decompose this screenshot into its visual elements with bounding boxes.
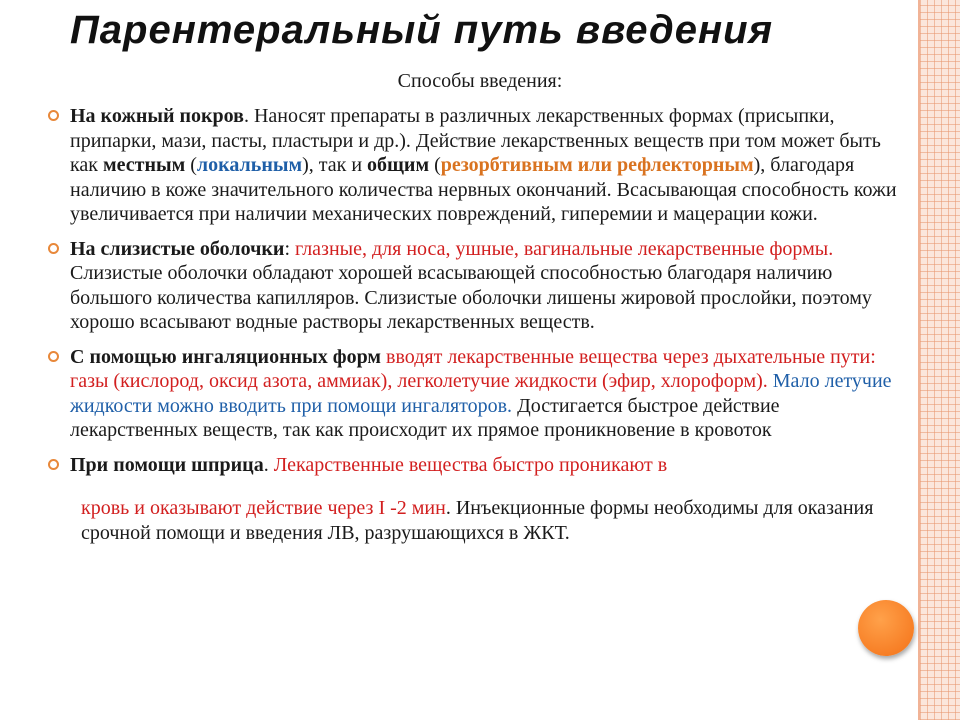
item-highlight-orange: резорбтивным или рефлекторным	[440, 154, 754, 176]
item-emphasis: местным	[103, 154, 186, 176]
item-text: Достигается быстрое действие лекарственных веществ, так как происходит их прямое проникновение в кровоток	[70, 394, 780, 441]
item-continuation	[70, 496, 908, 545]
item-text: ), благодаря наличию в коже значительного количества нервных окончаний. Всасывающая способность кожи увеличивается при наличии механических повреждений, гиперемии и мацерации кожи.	[70, 154, 897, 225]
item-highlight-red: вводят лекарственные вещества через дыхательные пути: газы (кислород, оксид азота, аммиак), легколетучие жидкости (эфир, хлороформ).	[70, 345, 876, 392]
item-heading: С помощью ингаляционных форм	[70, 345, 382, 368]
bullet-icon	[48, 459, 59, 470]
decorative-border	[920, 0, 960, 720]
orange-circle-icon	[858, 600, 914, 656]
item-heading: На слизистые оболочки	[70, 237, 285, 260]
item-highlight-blue: Мало летучие жидкости можно вводить при помощи ингаляторов.	[70, 370, 892, 417]
list-item-skin	[48, 104, 908, 227]
item-text: . Наносят препараты в различных лекарственных формах (присыпки, припарки, мази, пасты, пластыри и др.). Действие лекарственных веществ при том может быть как	[70, 105, 881, 176]
item-text: Слизистые оболочки обладают хорошей всасывающей способностью благодаря наличию большого количества капилляров. Слизистые оболочки лишены жировой прослойки, поэтому хорошо всасывают водные растворы лекарственных веществ.	[70, 262, 872, 333]
item-text: (	[429, 154, 441, 176]
item-text: .	[263, 453, 274, 476]
bullet-icon	[48, 110, 59, 121]
list-item-inhalation	[48, 345, 908, 443]
item-emphasis: общим	[367, 154, 430, 176]
item-highlight-blue: локальным	[196, 154, 303, 176]
slide-title: Парентеральный путь введения	[70, 8, 774, 52]
item-text: . Инъекционные формы необходимы для оказания срочной помощи и введения ЛВ, разрушающихся в ЖКТ.	[81, 497, 874, 544]
item-highlight-red: кровь и оказывают действие через I -2 мин	[81, 497, 446, 519]
line-gap	[70, 477, 908, 496]
border-rule	[918, 0, 920, 720]
item-text: ), так и	[302, 154, 368, 176]
item-heading: На кожный покров	[70, 105, 244, 127]
item-highlight-red: Лекарственные вещества быстро проникают в	[273, 453, 668, 476]
item-heading: При помощи шприца	[70, 453, 264, 476]
bullet-list	[48, 104, 908, 555]
slide-subtitle: Способы введения:	[397, 70, 563, 92]
list-item-syringe	[48, 453, 908, 546]
list-item-mucous	[48, 237, 908, 335]
bullet-icon	[48, 351, 59, 362]
bullet-icon	[48, 243, 59, 254]
item-text: (	[185, 154, 197, 176]
item-highlight-red: глазные, для носа, ушные, вагинальные лекарственные формы.	[295, 237, 834, 260]
item-text: :	[284, 237, 295, 260]
